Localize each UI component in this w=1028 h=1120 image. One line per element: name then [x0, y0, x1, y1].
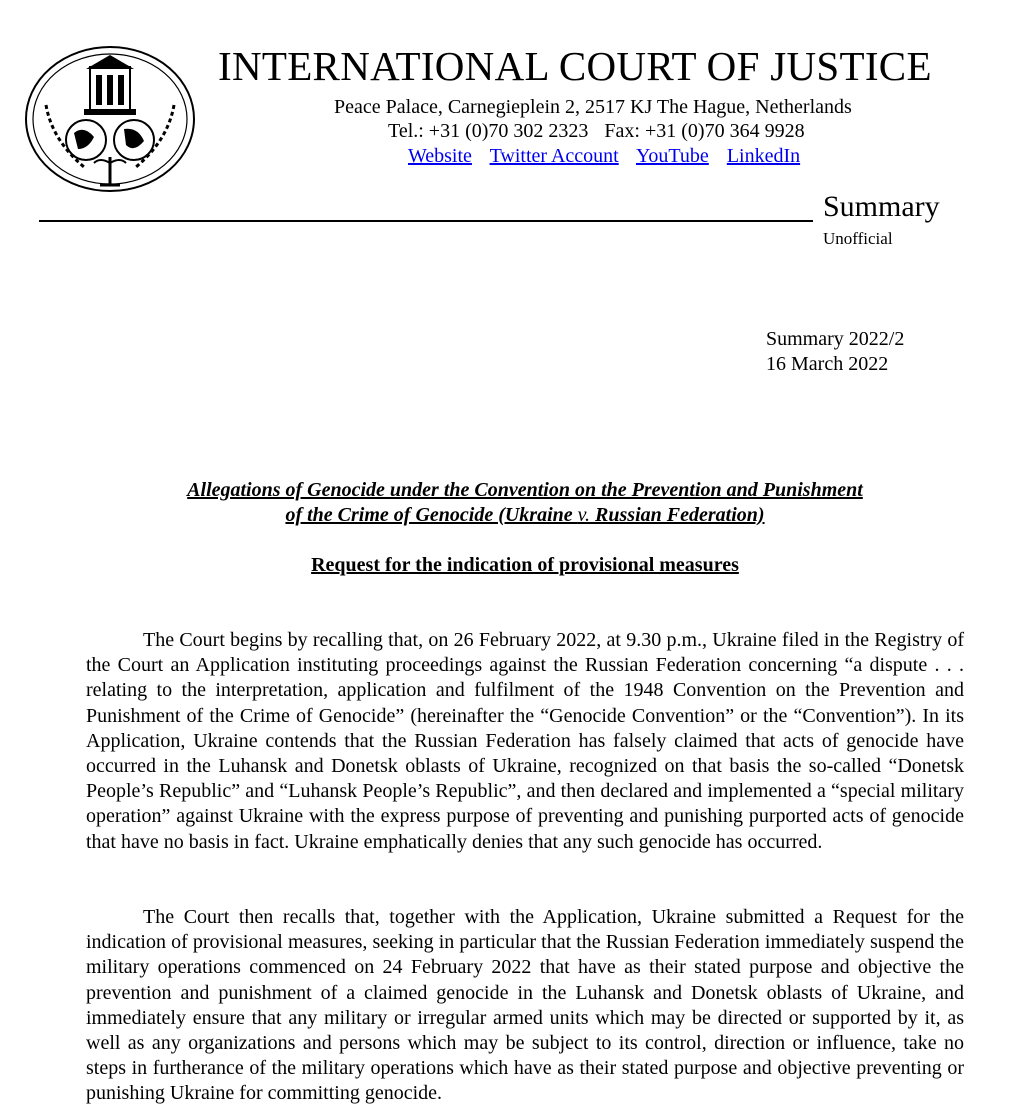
body-paragraph-2: The Court then recalls that, together with the Application, Ukraine submitted a Request for the indication of provisional measures, seeking in particular that the Russian Federation immediately suspend the military operations commenced on 24 February 2022 that have as their stated purpose and objective the prevention and punishment of a claimed genocide in the Luhansk and Donetsk oblasts of Ukraine, and immediately ensure that any military or irregular armed units which may be directed or supported by it, as well as any organizations and persons which may be subject to its control, direction or influence, take no steps in furtherance of the military operations which have as their stated purpose and objective preventing or punishing Ukraine for committing genocide. — [86, 906, 964, 1105]
case-title — [86, 478, 964, 528]
linkedin-link[interactable]: LinkedIn — [726, 145, 801, 167]
summary-date: 16 March 2022 — [766, 353, 889, 375]
summary-reference-number: Summary 2022/2 — [766, 328, 905, 350]
case-title-line-2a: of the Crime of Genocide (Ukraine — [285, 504, 578, 526]
header-divider — [39, 220, 813, 222]
twitter-link[interactable]: Twitter Account — [489, 145, 619, 167]
website-link[interactable]: Website — [408, 145, 472, 167]
case-title-line-2b: Russian Federation) — [590, 504, 765, 526]
telephone-number: Tel.: +31 (0)70 302 2323 — [388, 120, 589, 142]
case-title-versus: v. — [577, 504, 591, 526]
body-paragraph-1: The Court begins by recalling that, on 26 February 2022, at 9.30 p.m., Ukraine filed in the Registry of the Court an Application instituting proceedings against the Russian Federation concerning “a dispute . . . relating to the interpretation, application and fulfilment of the 1948 Convention on the Prevention and Punishment of the Crime of Genocide” (hereinafter the “Genocide Convention” or the “Convention”). In its Application, Ukraine contends that the Russian Federation has falsely claimed that acts of genocide have occurred in the Luhansk and Donetsk oblasts of Ukraine, recognized on that basis the so-called “Donetsk People’s Republic” and “Luhansk People’s Republic”, and then declared and implemented a “special military operation” against Ukraine with the express purpose of preventing and punishing purported acts of genocide that have no basis in fact. Ukraine emphatically denies that any such genocide has occurred. — [86, 629, 964, 853]
court-name-heading: INTERNATIONAL COURT OF JUSTICE — [218, 43, 932, 89]
court-address: Peace Palace, Carnegieplein 2, 2517 KJ The Hague, Netherlands — [334, 96, 852, 118]
court-seal-logo — [24, 45, 196, 193]
document-type-label: Summary — [823, 190, 940, 223]
contact-line — [388, 120, 805, 143]
youtube-link[interactable]: YouTube — [635, 145, 709, 167]
unofficial-label: Unofficial — [823, 229, 893, 248]
case-title-line-1: Allegations of Genocide under the Convention on the Prevention and Punishment — [187, 479, 863, 501]
request-heading: Request for the indication of provisional measures — [311, 554, 739, 576]
social-links — [408, 145, 813, 168]
fax-number: Fax: +31 (0)70 364 9928 — [604, 120, 805, 142]
